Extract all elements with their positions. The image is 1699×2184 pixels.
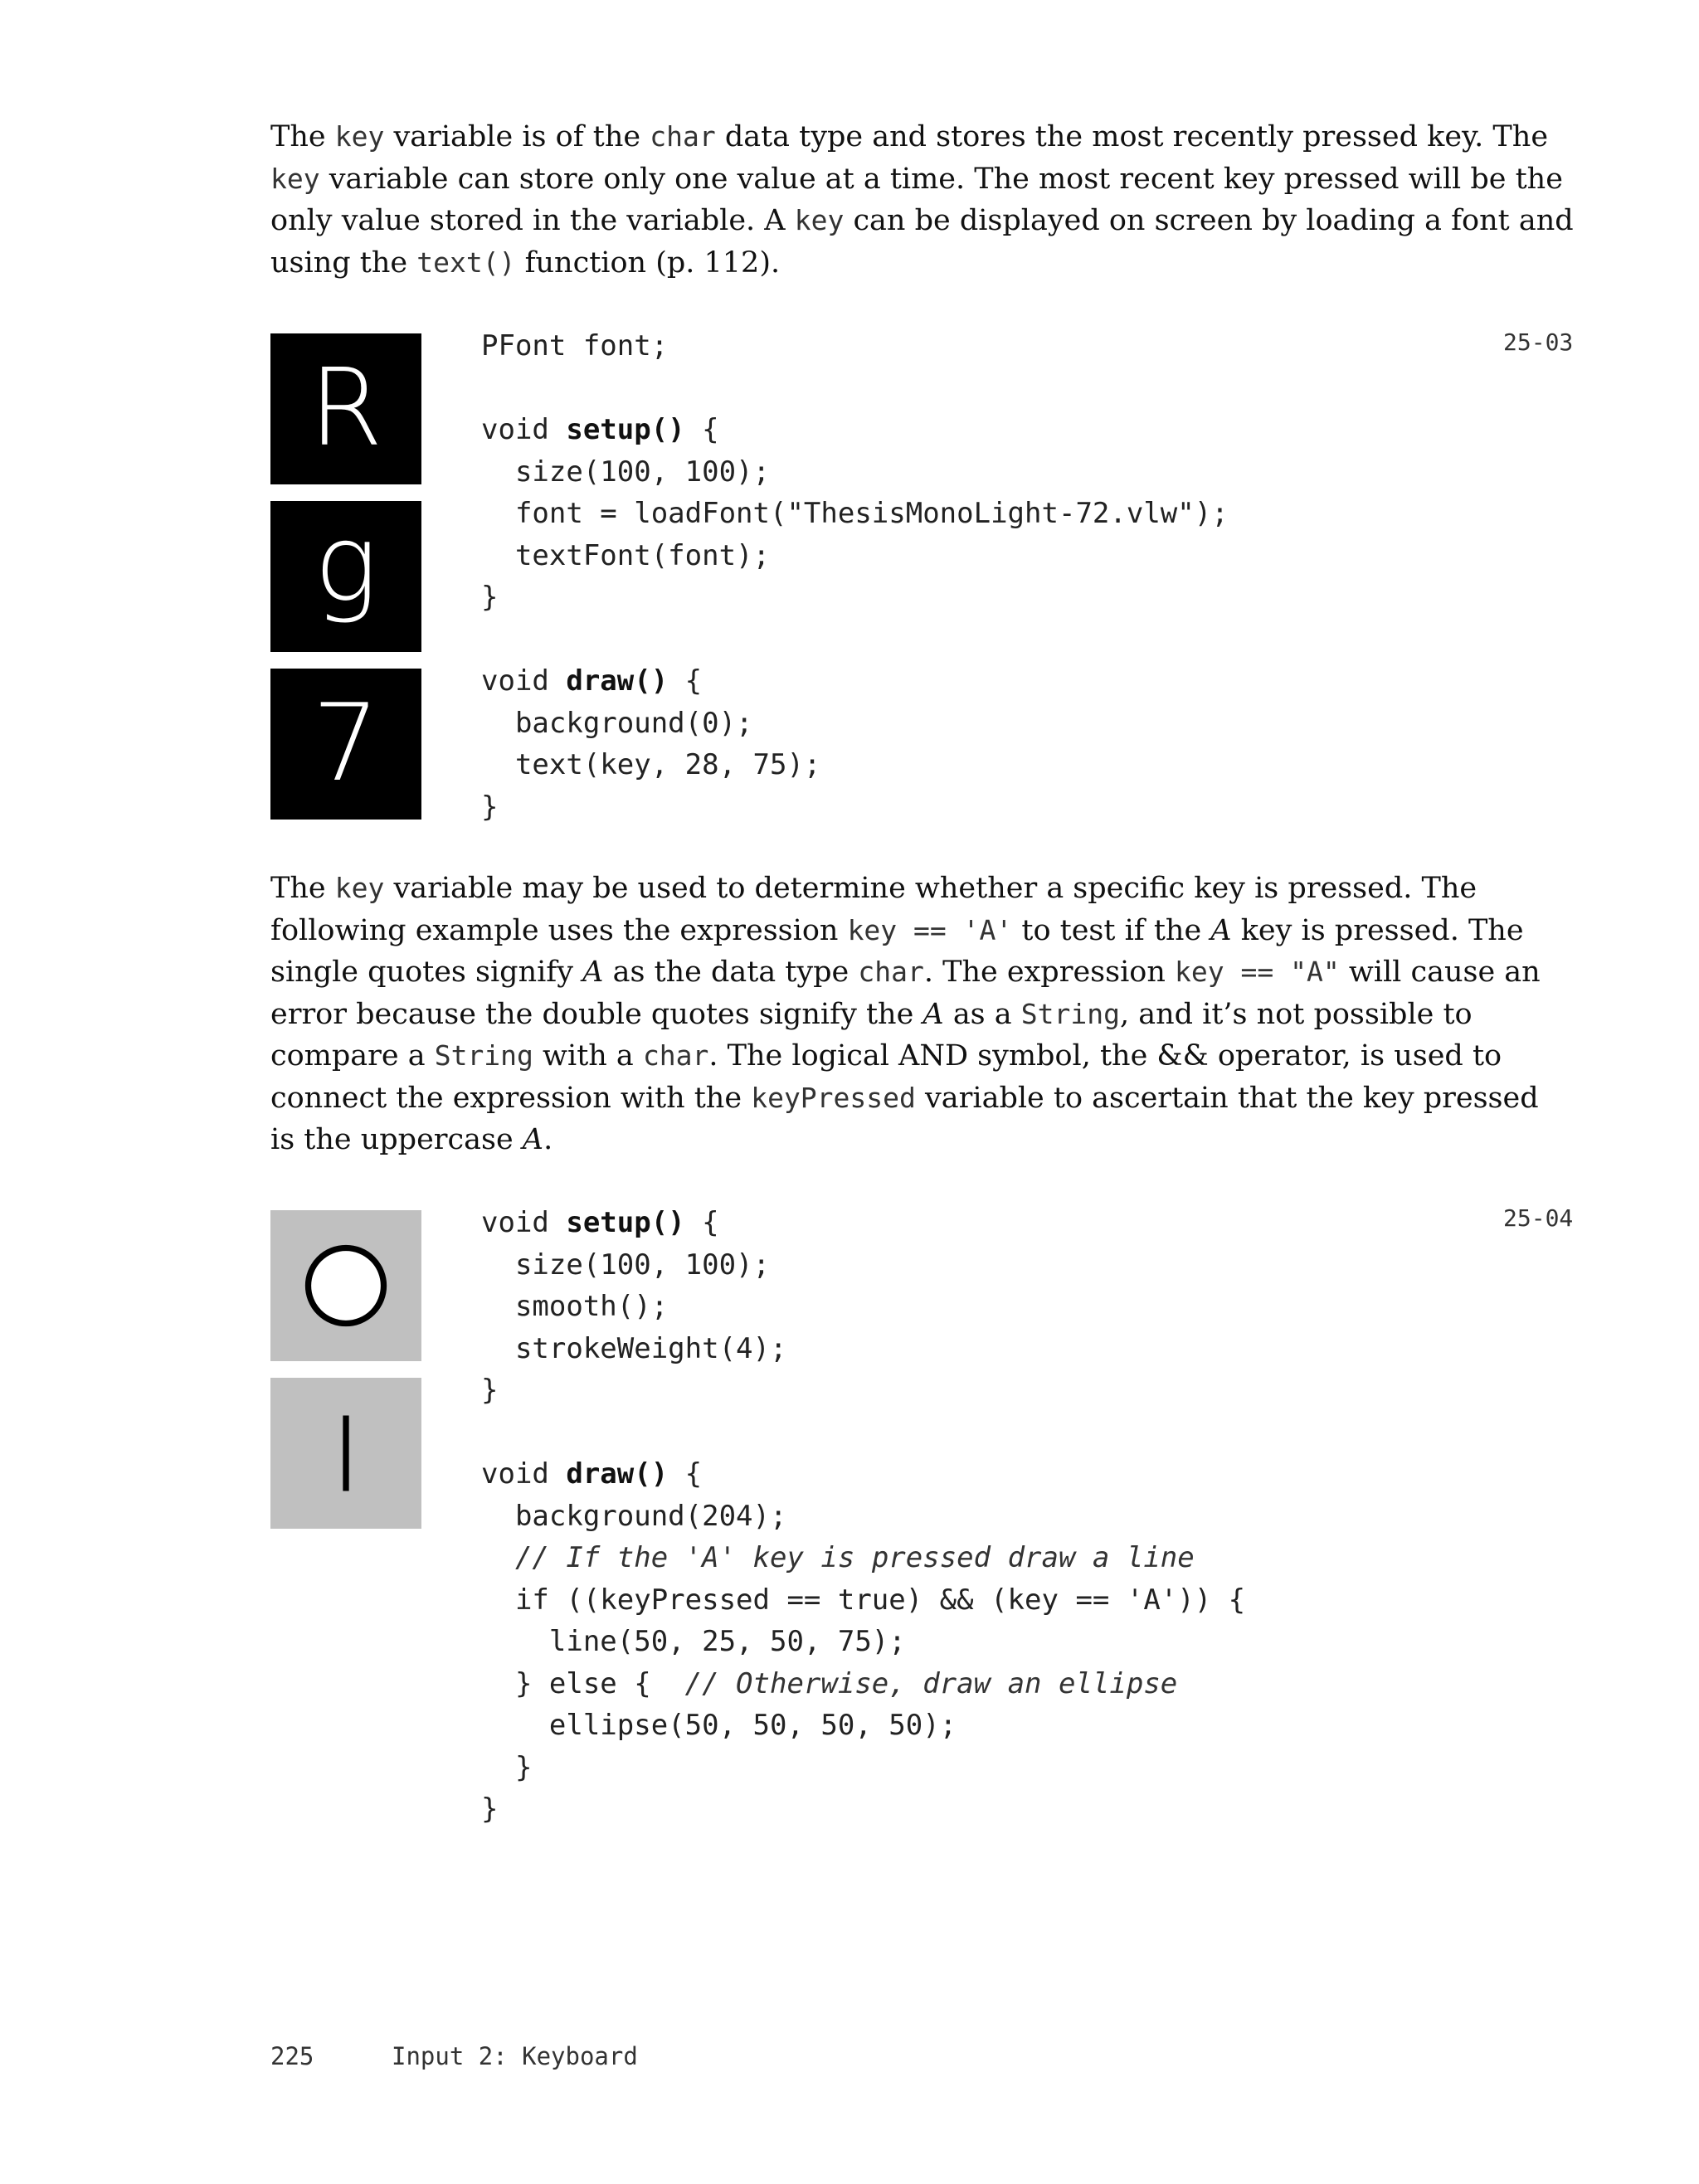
code-line <box>481 1202 1245 1244</box>
inline-code: char <box>650 120 716 153</box>
text-run: variable is of the <box>384 120 650 153</box>
code-line <box>481 451 1229 494</box>
thumbnail-7 <box>270 669 421 820</box>
code-line <box>481 325 1229 367</box>
text-run: variable to ascertain that the key pressed <box>915 1081 1539 1115</box>
page-number: 225 <box>270 2042 314 2070</box>
text-run: using the <box>270 246 417 280</box>
code-comment: // If the 'A' key is pressed draw a line <box>514 1541 1195 1574</box>
paragraph-line <box>270 158 1563 201</box>
text-run: The <box>270 872 335 905</box>
paragraph-line <box>270 1077 1539 1120</box>
code-line <box>481 619 1229 661</box>
code-text: background(0); <box>481 706 753 740</box>
code-line <box>481 576 1229 619</box>
code-text: smooth(); <box>481 1290 669 1323</box>
inline-code: keyPressed <box>751 1081 916 1114</box>
code-text: } <box>481 1750 533 1784</box>
inline-code: char <box>858 956 924 988</box>
code-function-name: draw() <box>566 664 669 698</box>
code-line <box>481 744 1229 786</box>
inline-code: key == "A" <box>1175 956 1340 988</box>
inline-code: char <box>642 1039 709 1072</box>
code-text: font = loadFont("ThesisMonoLight-72.vlw"); <box>481 497 1229 530</box>
code-text: ellipse(50, 50, 50, 50); <box>481 1709 957 1742</box>
code-text: size(100, 100); <box>481 1248 770 1282</box>
code-text: background(204); <box>481 1499 787 1533</box>
second-paragraph <box>270 868 1541 1161</box>
code-listing-25-03 <box>481 325 1229 828</box>
text-run: data type and stores the most recently pressed key. The <box>715 120 1549 153</box>
code-text: text(key, 28, 75); <box>481 748 821 781</box>
paragraph-line <box>270 868 1490 910</box>
code-line <box>481 1747 1245 1789</box>
text-run: only value stored in the variable. A <box>270 204 795 237</box>
code-text: size(100, 100); <box>481 455 770 489</box>
line-drawing <box>270 1378 421 1529</box>
code-line <box>481 1579 1245 1622</box>
text-run: key is pressed. The <box>1231 913 1524 947</box>
code-text: void <box>481 413 567 446</box>
code-text: } else { <box>481 1666 685 1700</box>
text-run: , and it’s not possible to <box>1119 997 1473 1031</box>
paragraph-line <box>270 200 1574 242</box>
text-run: is the uppercase <box>270 1123 523 1156</box>
paragraph-line <box>270 994 1490 1036</box>
code-text: void <box>481 664 567 698</box>
inline-code: key <box>270 162 320 195</box>
code-line <box>481 1496 1245 1538</box>
example-number-25-03: 25-03 <box>1503 328 1574 356</box>
thumbnail-glyph: g <box>314 503 378 626</box>
paragraph-line <box>270 242 1490 285</box>
paragraph-line <box>270 116 1549 158</box>
italic-text: A <box>582 956 604 989</box>
code-function-name: draw() <box>566 1457 669 1491</box>
code-text: { <box>684 413 719 446</box>
code-line <box>481 409 1229 451</box>
example-number-25-04: 25-04 <box>1503 1204 1574 1232</box>
text-run: variable may be used to determine whether a specific key is pressed. The <box>384 872 1477 905</box>
code-line <box>481 1244 1245 1287</box>
paragraph-line <box>270 1119 1490 1161</box>
code-text: void <box>481 1206 567 1239</box>
text-run: The <box>270 120 335 153</box>
text-run: error because the double quotes signify the <box>270 997 923 1031</box>
code-line <box>481 1412 1245 1454</box>
code-text: textFont(font); <box>481 538 770 572</box>
text-run: following example uses the expression <box>270 913 848 947</box>
code-text: { <box>684 1206 719 1239</box>
intro-paragraph <box>270 116 1574 284</box>
code-text: line(50, 25, 50, 75); <box>481 1625 906 1658</box>
code-text: { <box>668 664 703 698</box>
code-function-name: setup() <box>566 1206 685 1239</box>
text-run: . The expression <box>923 956 1176 989</box>
code-line <box>481 660 1229 703</box>
code-text: { <box>668 1457 703 1491</box>
code-line <box>481 1537 1245 1579</box>
code-line <box>481 1453 1245 1496</box>
text-run: variable can store only one value at a time. The most recent key pressed will be the <box>319 162 1563 196</box>
ellipse-drawing <box>270 1210 421 1361</box>
code-text: } <box>481 790 499 824</box>
text-run: compare a <box>270 1039 435 1073</box>
inline-code: key <box>334 872 385 904</box>
paragraph-line <box>270 951 1541 994</box>
inline-code: String <box>1020 997 1120 1030</box>
inline-code: key <box>794 204 845 236</box>
inline-code: key <box>334 120 385 153</box>
text-run: as the data type <box>603 956 859 989</box>
thumbnail-r <box>270 333 421 484</box>
code-line <box>481 786 1229 829</box>
code-line <box>481 1286 1245 1328</box>
paragraph-line <box>270 1035 1502 1077</box>
italic-text: A <box>923 997 944 1031</box>
code-line <box>481 367 1229 410</box>
code-comment: // Otherwise, draw an ellipse <box>684 1666 1178 1700</box>
paragraph-line <box>270 910 1524 952</box>
thumbnail-g <box>270 501 421 652</box>
code-line <box>481 1705 1245 1747</box>
code-text: strokeWeight(4); <box>481 1331 787 1365</box>
text-run: connect the expression with the <box>270 1081 752 1115</box>
thumbnail-glyph: R <box>309 347 383 470</box>
text-run: function (p. 112). <box>515 246 781 280</box>
text-run: will cause an <box>1339 956 1541 989</box>
text-run: can be displayed on screen by loading a font and <box>844 204 1574 237</box>
code-line <box>481 493 1229 535</box>
code-text <box>481 1541 515 1574</box>
code-line <box>481 1788 1245 1831</box>
inline-code: text() <box>416 246 516 279</box>
code-text: if ((keyPressed == true) && (key == 'A')) { <box>481 1583 1246 1617</box>
thumbnail-ellipse <box>270 1210 421 1361</box>
text-run: as a <box>943 997 1021 1031</box>
code-line <box>481 1369 1245 1412</box>
inline-code: String <box>434 1039 533 1072</box>
code-line <box>481 1621 1245 1663</box>
inline-code: key == 'A' <box>847 913 1013 946</box>
text-run: with a <box>533 1039 643 1073</box>
code-text: } <box>481 581 499 614</box>
code-listing-25-04 <box>481 1202 1245 1831</box>
thumbnail-line <box>270 1378 421 1529</box>
code-text: void <box>481 1457 567 1491</box>
thumbnail-glyph: 7 <box>312 682 380 805</box>
italic-text: A <box>522 1123 544 1156</box>
code-line <box>481 703 1229 745</box>
section-title: Input 2: Keyboard <box>392 2042 638 2070</box>
italic-text: A <box>1210 913 1232 947</box>
text-run: to test if the <box>1012 913 1211 947</box>
code-function-name: setup() <box>566 413 685 446</box>
code-line <box>481 535 1229 577</box>
text-run: single quotes signify <box>270 956 583 989</box>
code-text: } <box>481 1374 499 1407</box>
code-text: } <box>481 1792 499 1826</box>
text-run: . <box>543 1123 553 1156</box>
code-text: PFont font; <box>481 329 669 362</box>
code-line <box>481 1663 1245 1705</box>
text-run: . The logical AND symbol, the && operator, is used to <box>708 1039 1502 1073</box>
code-line <box>481 1328 1245 1370</box>
